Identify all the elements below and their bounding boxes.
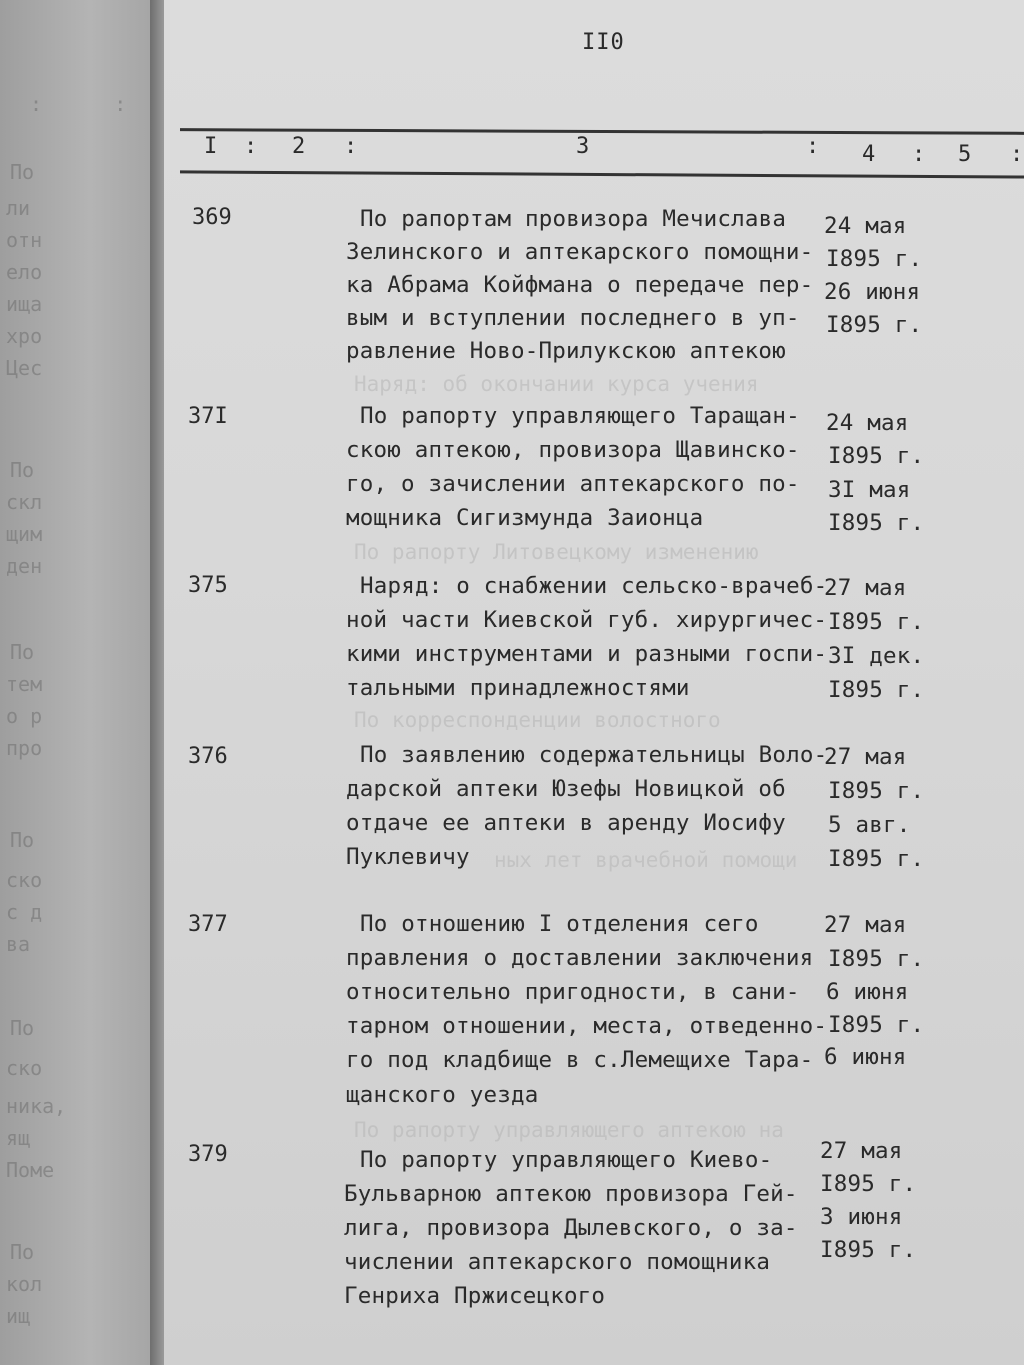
ghost-text: ища <box>6 292 43 316</box>
entry-date: 27 мая <box>824 912 907 938</box>
entry-date: I895 г. <box>820 1171 917 1197</box>
entry-text-line: По рапорту управляющего Таращан- <box>360 403 800 429</box>
ghost-text: ва <box>6 932 31 956</box>
entry-date: I895 г. <box>828 846 925 872</box>
entry-date: 27 мая <box>824 744 907 770</box>
ghost-text: ден <box>6 554 43 578</box>
entry-text-line: По рапорту управляющего Киево- <box>360 1147 773 1173</box>
ghost-text: По <box>10 828 35 852</box>
column-header-2: 2 <box>292 134 306 159</box>
column-header <box>164 134 1024 170</box>
entry-text-line: относительно пригодности, в сани- <box>346 979 800 1005</box>
column-header-4: 4 <box>862 142 876 167</box>
ghost-text: скл <box>6 490 43 514</box>
bleed-through: По корреспонденции волостного <box>354 708 721 732</box>
ghost-text: Цес <box>6 356 43 380</box>
column-header-5: 5 <box>958 142 972 167</box>
ghost-text: По <box>10 1016 35 1040</box>
entry-text-line: дарской аптеки Юзефы Новицкой об <box>346 776 786 802</box>
entry-number: 369 <box>192 205 232 230</box>
header-rule-bottom <box>180 170 1024 178</box>
entry-text-line: Наряд: о снабжении сельско-врачеб- <box>360 573 828 599</box>
entry-date: I895 г. <box>828 609 925 635</box>
entry-date: 5 авг. <box>828 812 911 838</box>
entry-text-line: По заявлению содержательницы Воло- <box>360 742 828 768</box>
ghost-text: ело <box>6 260 43 284</box>
column-header-sep: : <box>912 142 926 167</box>
entry-text-line: По отношению I отделения сего <box>360 911 759 937</box>
entry-text-line: тальными принадлежностями <box>346 675 690 701</box>
ghost-text: отн <box>6 228 43 252</box>
entry-number: 375 <box>188 573 228 598</box>
entry-date: I895 г. <box>828 443 925 469</box>
entry-date: I895 г. <box>820 1237 917 1263</box>
ghost-text: хро <box>6 324 43 348</box>
entry-text-line: лига, провизора Дылевского, о за- <box>344 1215 798 1241</box>
ghost-text: По <box>10 160 35 184</box>
entry-date: 6 июня <box>824 1044 907 1070</box>
entry-date: 3I дек. <box>828 643 925 669</box>
entry-text-line: ка Абрама Койфмана о передаче пер- <box>346 272 814 298</box>
ghost-text: : : <box>30 92 127 116</box>
adjacent-page <box>0 0 150 1365</box>
column-header-sep: : <box>1010 142 1024 167</box>
ghost-text: про <box>6 736 43 760</box>
entry-number: 379 <box>188 1142 228 1167</box>
entry-number: 37I <box>188 404 228 429</box>
ghost-text: о р <box>6 704 43 728</box>
column-header-sep: : <box>344 134 358 159</box>
bleed-through: Наряд: об окончании курса учения <box>354 372 759 396</box>
ghost-text: По <box>10 640 35 664</box>
ghost-text: ищ <box>6 1304 31 1328</box>
ghost-text: кол <box>6 1272 43 1296</box>
entry-text-line: щанского уезда <box>346 1082 539 1108</box>
ghost-text: ящ <box>6 1126 31 1150</box>
entry-text-line: мощника Сигизмунда Заионца <box>346 505 704 531</box>
entry-date: I895 г. <box>828 1012 925 1038</box>
ghost-text: ника, <box>6 1094 67 1118</box>
entry-text-line: числении аптекарского помощника <box>344 1249 771 1275</box>
column-header-sep: : <box>806 134 820 159</box>
bleed-through: По рапорту управляющего аптекою на <box>354 1118 784 1142</box>
entry-text-line: го, о зачислении аптекарского по- <box>346 471 800 497</box>
entry-text-line: го под кладбище в с.Лемещихе Тара- <box>346 1047 814 1073</box>
entry-text-line: отдаче ее аптеки в аренду Иосифу <box>346 810 786 836</box>
entry-text-line: кими инструментами и разными госпи- <box>346 641 828 667</box>
page-number: II0 <box>582 30 625 55</box>
book-gutter <box>150 0 164 1365</box>
bleed-through: ных лет врачебной помощи <box>494 848 798 872</box>
entry-date: I895 г. <box>828 677 925 703</box>
entry-text-line: Пуклевичу <box>346 844 470 870</box>
ghost-text: Поме <box>6 1158 55 1182</box>
entry-number: 376 <box>188 744 228 769</box>
ghost-text: тем <box>6 672 43 696</box>
entry-text-line: вым и вступлении последнего в уп- <box>346 305 800 331</box>
entry-date: 26 июня <box>824 279 921 305</box>
entry-date: 24 мая <box>826 410 909 436</box>
entry-date: 24 мая <box>824 213 907 239</box>
entry-date: I895 г. <box>826 312 923 338</box>
entry-text-line: Бульварною аптекою провизора Гей- <box>344 1181 798 1207</box>
column-header-3: 3 <box>576 134 590 159</box>
bleed-through: По рапорту Литовецкому изменению <box>354 540 759 564</box>
entry-text-line: Зелинского и аптекарского помощни- <box>346 239 814 265</box>
ghost-text: ли <box>6 196 31 220</box>
entry-text-line: ной части Киевской губ. хирургичес- <box>346 607 828 633</box>
entry-date: 27 мая <box>824 575 907 601</box>
entry-date: 3I мая <box>828 477 911 503</box>
ghost-text: с д <box>6 900 43 924</box>
entry-text-line: равление Ново-Прилукскою аптекою <box>346 338 786 364</box>
entry-date: 6 июня <box>826 979 909 1005</box>
ghost-text: По <box>10 1240 35 1264</box>
ghost-text: ско <box>6 868 43 892</box>
entry-text-line: По рапортам провизора Мечислава <box>360 206 787 232</box>
column-header-sep: : <box>244 134 258 159</box>
entry-text-line: правления о доставлении заключения <box>346 945 814 971</box>
entry-number: 377 <box>188 912 228 937</box>
ghost-text: ско <box>6 1056 43 1080</box>
entry-text-line: Генриха Пржисецкого <box>344 1283 606 1309</box>
entry-date: 27 мая <box>820 1138 903 1164</box>
entry-date: I895 г. <box>828 510 925 536</box>
ghost-text: щим <box>6 522 43 546</box>
entry-text-line: тарном отношении, места, отведенно- <box>346 1013 828 1039</box>
entry-date: 3 июня <box>820 1204 903 1230</box>
register-page <box>164 0 1024 1365</box>
ghost-text: По <box>10 458 35 482</box>
entry-date: I895 г. <box>828 778 925 804</box>
entry-text-line: скою аптекою, провизора Щавинско- <box>346 437 800 463</box>
entry-date: I895 г. <box>828 946 925 972</box>
column-header-1: I <box>204 134 218 159</box>
entry-date: I895 г. <box>826 246 923 272</box>
